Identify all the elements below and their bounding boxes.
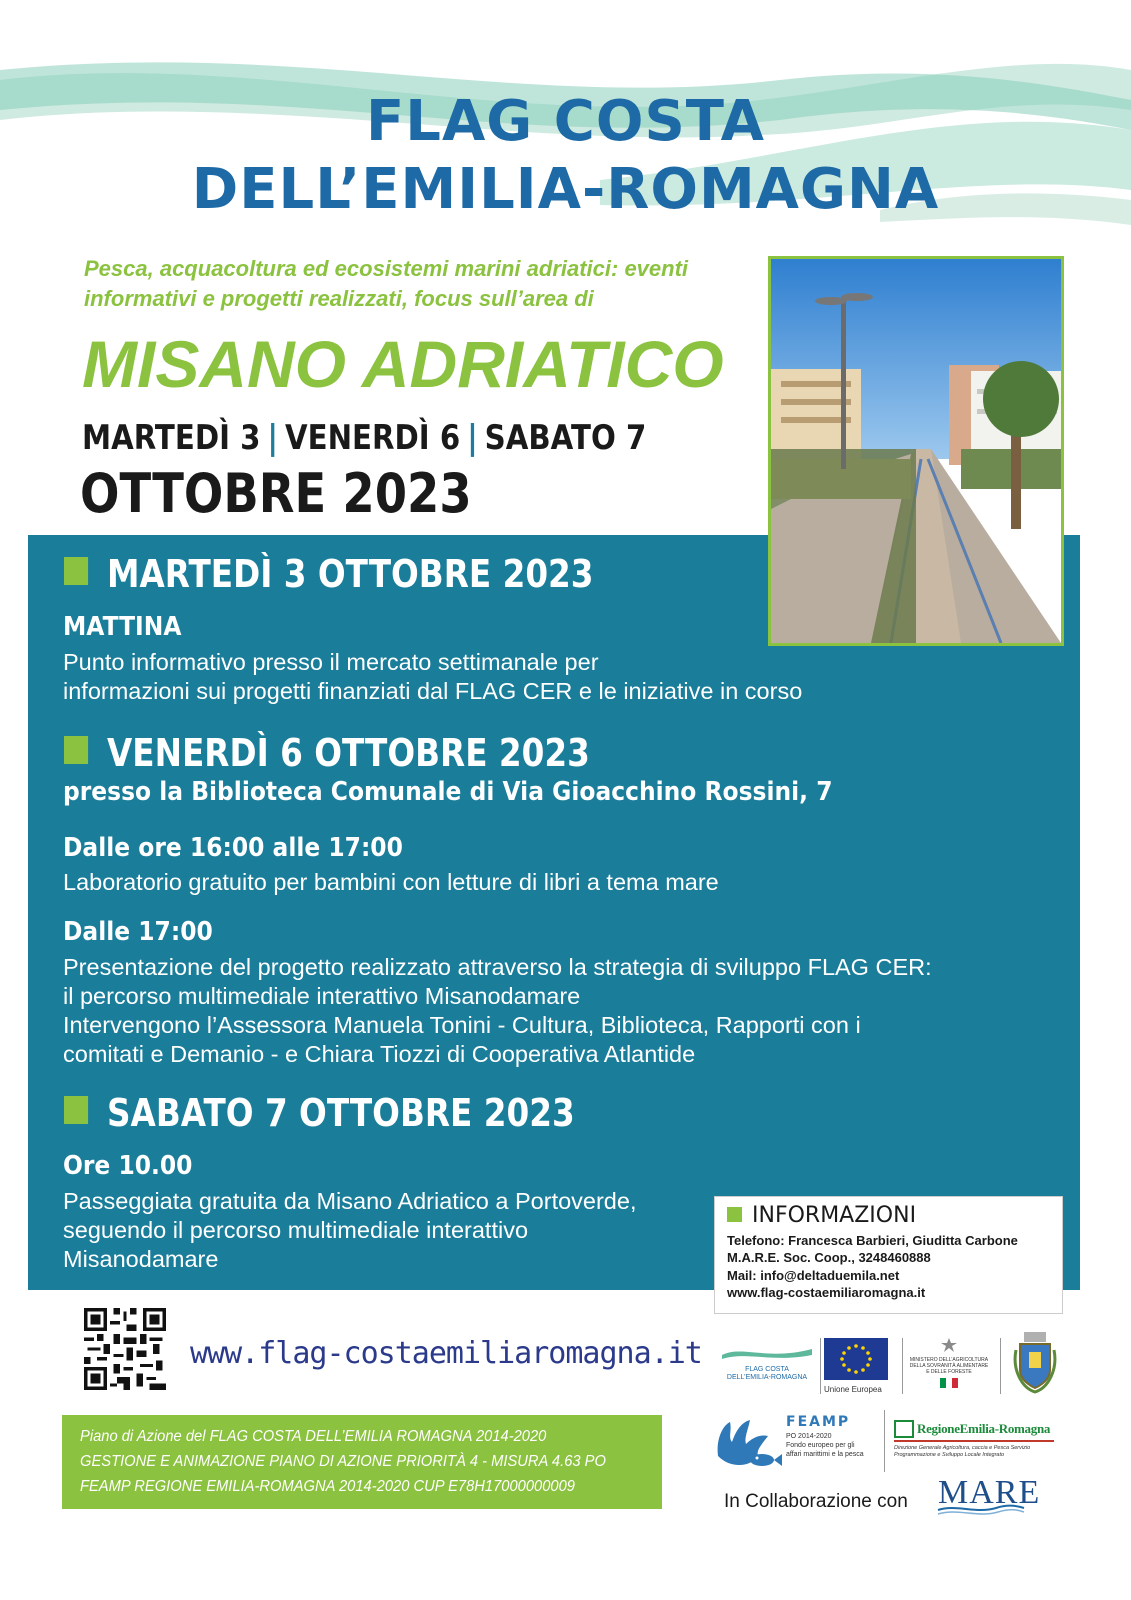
logo-divider xyxy=(884,1410,885,1472)
ministry-line-2: DELLA SOVRANITÀ ALIMENTARE xyxy=(909,1363,989,1369)
flag-wave-icon xyxy=(722,1345,812,1361)
date-saturday: SABATO 7 xyxy=(484,418,647,458)
footer-website-link[interactable]: www.flag-costaemiliaromagna.it xyxy=(190,1336,702,1371)
feamp-logo xyxy=(786,1414,882,1476)
coat-of-arms-icon xyxy=(1012,1330,1058,1394)
collaboration-text: In Collaborazione con xyxy=(724,1491,908,1512)
subtitle-line-2: informativi e progetti realizzati, focus sull’area di xyxy=(84,286,594,311)
promenade-photo xyxy=(768,256,1064,646)
plan-line-1: Piano di Azione del FLAG COSTA DELL’EMILIA ROMAGNA 2014-2020 xyxy=(80,1428,547,1445)
info-title xyxy=(727,1203,916,1228)
day2-heading xyxy=(64,731,590,775)
region-square-icon xyxy=(894,1420,914,1438)
feamp-line-3: affari marittimi e la pesca xyxy=(786,1451,864,1458)
day1-time-label: MATTINA xyxy=(63,612,182,642)
region-line-2: Programmazione e Sviluppo Locale Integrato xyxy=(894,1452,1005,1458)
flag-logo-line-1: FLAG COSTA xyxy=(745,1366,789,1373)
square-bullet-icon xyxy=(64,1096,88,1124)
subtitle xyxy=(84,254,774,314)
feamp-line-2: Fondo europeo per gli xyxy=(786,1442,855,1449)
day2-slot1-text: Laboratorio gratuito per bambini con letture di libri a tema mare xyxy=(63,869,719,895)
region-name: RegioneEmilia-Romagna xyxy=(917,1421,1051,1436)
hand-fish-icon xyxy=(712,1416,782,1472)
info-box xyxy=(714,1196,1063,1314)
event-dates-line xyxy=(82,418,646,458)
date-separator: | xyxy=(267,418,279,458)
plan-line-3: FEAMP REGIONE EMILIA-ROMAGNA 2014-2020 CUP E78H17000000009 xyxy=(80,1478,575,1495)
day2-slot2-line-4: comitati e Demanio - e Chiara Tiozzi di Cooperativa Atlantide xyxy=(63,1041,696,1067)
day1-heading-text: MARTEDÌ 3 OTTOBRE 2023 xyxy=(107,552,594,596)
info-mail-line[interactable]: Mail: info@deltaduemila.net xyxy=(727,1268,900,1283)
day3-time-label: Ore 10.00 xyxy=(63,1151,193,1181)
square-bullet-icon xyxy=(727,1207,742,1222)
day2-slot1-label: Dalle ore 16:00 alle 17:00 xyxy=(63,833,403,863)
mare-logo xyxy=(936,1474,1041,1524)
region-line-1: Direzione Generale Agricoltura, caccia e Pesca Servizio xyxy=(894,1445,1031,1451)
plan-box xyxy=(62,1415,662,1509)
month-year: OTTOBRE 2023 xyxy=(80,462,472,525)
flag-logo xyxy=(722,1345,812,1387)
eu-flag-icon xyxy=(824,1338,888,1380)
title-line-1: FLAG COSTA xyxy=(366,89,765,154)
info-phone-line: Telefono: Francesca Barbieri, Giuditta Carbone xyxy=(727,1233,1018,1248)
day3-text-line-2: seguendo il percorso multimediale interattivo xyxy=(63,1217,529,1243)
place-title: MISANO ADRIATICO xyxy=(82,327,724,401)
info-website-line[interactable]: www.flag-costaemiliaromagna.it xyxy=(727,1285,926,1300)
eu-logo xyxy=(824,1338,896,1394)
logo-divider xyxy=(1000,1338,1001,1394)
day1-heading xyxy=(64,552,594,596)
date-tuesday: MARTEDÌ 3 xyxy=(82,418,261,458)
region-logo xyxy=(894,1420,1054,1470)
ministry-logo xyxy=(906,1338,992,1394)
day1-text-line-2: informazioni sui progetti finanziati dal FLAG CER e le iniziative in corso xyxy=(63,678,803,704)
emblem-icon xyxy=(941,1338,957,1352)
day2-location: presso la Biblioteca Comunale di Via Gioacchino Rossini, 7 xyxy=(63,777,833,807)
day3-text-line-3: Misanodamare xyxy=(63,1246,219,1272)
flag-logo-line-2: DELL’EMILIA-ROMAGNA xyxy=(726,1374,808,1381)
day2-slot2-line-1: Presentazione del progetto realizzato attraverso la strategia di sviluppo FLAG CER: xyxy=(63,954,932,980)
info-title-text: INFORMAZIONI xyxy=(752,1203,917,1228)
info-org-line: M.A.R.E. Soc. Coop., 3248460888 xyxy=(727,1250,931,1265)
date-friday: VENERDÌ 6 xyxy=(284,418,461,458)
square-bullet-icon xyxy=(64,736,88,764)
ministry-line-3: E DELLE FORESTE xyxy=(926,1369,972,1375)
day2-heading-text: VENERDÌ 6 OTTOBRE 2023 xyxy=(107,731,590,775)
day1-text-line-1: Punto informativo presso il mercato settimanale per xyxy=(63,649,599,675)
date-separator: | xyxy=(467,418,478,458)
day2-slot2-line-2: il percorso multimediale interattivo Misanodamare xyxy=(63,983,581,1009)
region-underline xyxy=(894,1440,1054,1442)
day2-slot2-line-3: Intervengono l’Assessora Manuela Tonini - Cultura, Biblioteca, Rapporti con i xyxy=(63,1012,861,1038)
italy-flag-icon xyxy=(940,1378,958,1388)
title-line-2: DELL’EMILIA-ROMAGNA xyxy=(191,157,940,222)
day2-slot2-label: Dalle 17:00 xyxy=(63,917,213,947)
logo-divider xyxy=(820,1338,821,1394)
day3-heading-text: SABATO 7 OTTOBRE 2023 xyxy=(107,1091,575,1135)
subtitle-line-1: Pesca, acquacoltura ed ecosistemi marini adriatici: eventi xyxy=(84,256,689,281)
logo-divider xyxy=(902,1338,903,1394)
feamp-title: FEAMP xyxy=(786,1414,851,1430)
ministry-line-1: MINISTERO DELL’AGRICOLTURA xyxy=(909,1357,989,1363)
eu-caption: Unione Europea xyxy=(824,1385,882,1394)
day3-heading xyxy=(64,1091,575,1135)
day3-text-line-1: Passeggiata gratuita da Misano Adriatico a Portoverde, xyxy=(63,1188,637,1214)
square-bullet-icon xyxy=(64,557,88,585)
promenade-illustration xyxy=(771,259,1061,643)
mare-logo-text: MARE xyxy=(938,1474,1041,1511)
feamp-line-1: PO 2014-2020 xyxy=(786,1433,832,1440)
plan-line-2: GESTIONE E ANIMAZIONE PIANO DI AZIONE PRIORITÀ 4 - MISURA 4.63 PO xyxy=(80,1453,606,1470)
qr-code-icon[interactable] xyxy=(84,1308,166,1390)
